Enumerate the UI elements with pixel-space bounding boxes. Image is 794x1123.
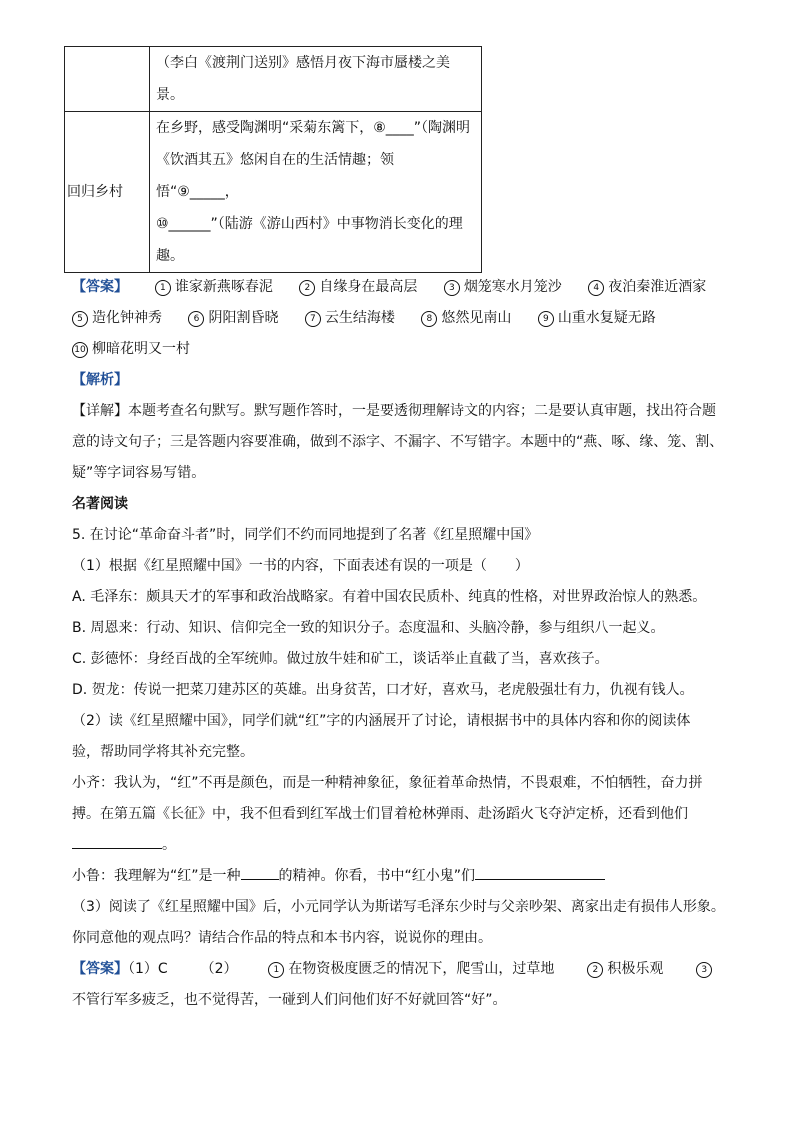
option-d: D. 贺龙：传说一把菜刀建苏区的英雄。出身贫苦，口才好，喜欢马，老虎般强壮有力，仇视有钱人。 <box>72 682 694 698</box>
circled-number: 3 <box>696 962 712 978</box>
answer-item <box>588 279 706 295</box>
sub-question: 验，帮助同学将其补充完整。 <box>72 744 254 760</box>
answer-text: 烟笼寒水月笼沙 <box>463 279 562 295</box>
table-cell-label: 回归乡村 <box>65 112 150 273</box>
answer-text: 自缘身在最高层 <box>319 279 418 295</box>
sub-question: （1）根据《红星照耀中国》一书的内容，下面表述有误的一项是（ ） <box>72 558 529 574</box>
answer-text: 悠然见南山 <box>441 310 512 326</box>
table-line: 《饮酒其五》悠闲自在的生活情趣；领悟“⑨_____， <box>156 152 394 200</box>
option-b: B. 周恩来：行动、知识、信仰完全一致的知识分子。态度温和、头脑冷静，参与组织八一起义。 <box>72 620 665 636</box>
answer-item <box>538 310 656 326</box>
circled-number: 7 <box>305 311 321 327</box>
table-line: ⑩______”（陆游《游山西村》中事物消长变化的理 <box>156 216 463 232</box>
answer-text: （1）C <box>128 961 168 977</box>
circled-number: 6 <box>188 311 204 327</box>
detail-tag: 【详解】 <box>72 403 128 419</box>
answer-blank <box>241 863 279 880</box>
circled-number: 2 <box>587 962 603 978</box>
table-cell-text: （李白《渡荆门送别》感悟月夜下海市蜃楼之美景。 <box>150 47 482 112</box>
analysis-text: 意的诗文句子；三是答题内容要准确，做到不添字、不漏字、不写错字。本题中的“燕、啄、缘、笼、割、 <box>72 434 724 450</box>
answer-text: 不管行军多疲乏，也不觉得苦，一碰到人们问他们好不好就回答“好”。 <box>72 992 507 1008</box>
answer-item <box>155 279 273 295</box>
answer-text: 山重水复疑无路 <box>557 310 656 326</box>
circled-number: 2 <box>299 280 315 296</box>
answer-item <box>299 279 417 295</box>
answer-item <box>421 310 511 326</box>
answer-text: 阴阳割昏晓 <box>208 310 279 326</box>
paragraph: 小鲁：我理解为“红”是一种 <box>72 868 241 884</box>
paragraph: 小齐：我认为，“红”不再是颜色，而是一种精神象征，象征着革命热情，不畏艰难，不怕牺牲，奋力拼 <box>72 775 703 791</box>
table-row <box>65 47 482 112</box>
answer-text: 在物资极度匮乏的情况下，爬雪山，过草地 <box>288 961 555 977</box>
answer-item <box>72 341 190 357</box>
answer-text: 夜泊秦淮近酒家 <box>608 279 707 295</box>
answer-block-1 <box>72 272 732 1016</box>
answer-text: 云生结海楼 <box>324 310 395 326</box>
answer-tag: 【答案】 <box>72 961 128 977</box>
table-cell-label <box>65 47 150 112</box>
answer-item <box>72 310 162 326</box>
table-line: 在乡野，感受陶渊明“采菊东篱下，⑧____”（陶渊明 <box>156 120 471 136</box>
circled-number: 1 <box>268 962 284 978</box>
option-c: C. 彭德怀：身经百战的全军统帅。做过放牛娃和矿工，谈话举止直截了当，喜欢孩子。 <box>72 651 609 667</box>
answer-blank <box>475 863 605 880</box>
option-a: A. 毛泽东：颇具天才的军事和政治战略家。有着中国农民质朴、纯真的性格，对世界政治惊人的熟悉。 <box>72 589 707 605</box>
circled-number: 5 <box>72 311 88 327</box>
paragraph-end: 。 <box>162 837 176 853</box>
answer-text: 柳暗花明又一村 <box>92 341 190 357</box>
answer-text: 积极乐观 <box>607 961 664 977</box>
circled-number: 4 <box>588 280 604 296</box>
answer-tag: 【答案】 <box>72 279 128 295</box>
sub-question: （2）读《红星照耀中国》，同学们就“红”字的内涵展开了讨论，请根据书中的具体内容和你的阅读体 <box>72 713 691 729</box>
answer-text: 造化钟神秀 <box>92 310 162 326</box>
table-row <box>65 112 482 273</box>
answer-item <box>444 279 562 295</box>
analysis-tag: 【解析】 <box>72 372 128 388</box>
table-cell-text <box>150 112 482 273</box>
circled-number: 10 <box>72 342 88 358</box>
circled-number: 8 <box>421 311 437 327</box>
answer-item <box>188 310 278 326</box>
paragraph: 的精神。你看，书中“红小鬼”们 <box>278 868 476 884</box>
paragraph: 搏。在第五篇《长征》中，我不但看到红军战士们冒着枪林弹雨、赴汤蹈火飞夺泸定桥，还看到他们 <box>72 806 688 822</box>
poem-table <box>64 46 482 273</box>
analysis-text: 疑”等字词容易写错。 <box>72 465 206 481</box>
circled-number: 9 <box>538 311 554 327</box>
section-title: 名著阅读 <box>72 496 128 512</box>
circled-number: 1 <box>155 280 171 296</box>
table-line: 趣。 <box>156 248 184 264</box>
question-stem: 5. 在讨论“革命奋斗者”时，同学们不约而同地提到了名著《红星照耀中国》 <box>72 527 539 543</box>
answer-item <box>305 310 395 326</box>
answer-text: （2） <box>200 961 238 977</box>
answer-blank <box>72 832 162 849</box>
answer-text: 谁家新燕啄春泥 <box>174 279 273 295</box>
circled-number: 3 <box>444 280 460 296</box>
sub-question: （3）阅读了《红星照耀中国》后，小元同学认为斯诺写毛泽东少时与父亲吵架、离家出走有损伟人形象。 <box>72 899 725 915</box>
sub-question: 你同意他的观点吗？请结合作品的特点和本书内容，说说你的理由。 <box>72 930 492 946</box>
analysis-text: 本题考查名句默写。默写题作答时，一是要透彻理解诗文的内容；二是要认真审题，找出符合题 <box>128 403 716 419</box>
